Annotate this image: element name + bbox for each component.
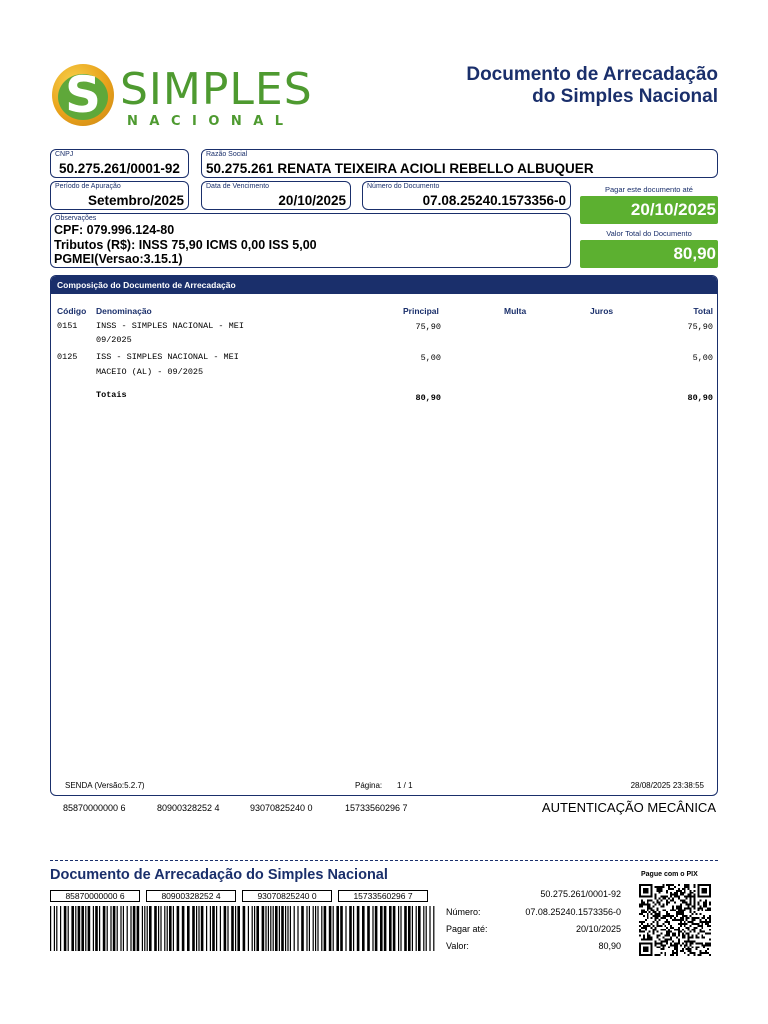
barcode-number-2: 80900328252 4 bbox=[157, 803, 220, 813]
document-title: Documento de Arrecadação do Simples Nacional bbox=[466, 64, 718, 107]
pagar-ate-value: 20/10/2025 bbox=[580, 196, 718, 224]
vencimento-value: 20/10/2025 bbox=[278, 193, 346, 208]
valor-total-value: 80,90 bbox=[580, 240, 718, 268]
simples-nacional-logo bbox=[52, 64, 313, 130]
generated-datetime: 28/08/2025 23:38:55 bbox=[630, 781, 704, 790]
logo-subtitle: NACIONAL bbox=[127, 114, 295, 129]
row-codigo: 0125 bbox=[57, 352, 78, 362]
stub-pagar-label: Pagar até: bbox=[446, 924, 488, 934]
header-total: Total bbox=[693, 306, 713, 316]
logo-emblem-icon: S bbox=[52, 64, 114, 126]
row-total: 75,90 bbox=[687, 322, 713, 332]
barcode-number-1: 85870000000 6 bbox=[63, 803, 126, 813]
page-label: Página: bbox=[355, 781, 383, 790]
header-juros: Juros bbox=[590, 306, 614, 316]
cut-line bbox=[50, 860, 718, 861]
totais-principal: 80,90 bbox=[415, 393, 441, 403]
numero-documento-box: Número do Documento 07.08.25240.1573356-0 bbox=[362, 181, 571, 210]
row-total: 5,00 bbox=[692, 353, 713, 363]
obs-pgmei: PGMEI(Versao:3.15.1) bbox=[54, 252, 183, 266]
pix-label: Pague com o PIX bbox=[641, 871, 698, 878]
periodo-value: Setembro/2025 bbox=[87, 193, 184, 208]
stub-valor-label: Valor: bbox=[446, 941, 469, 951]
pagar-label: Pagar este documento até bbox=[605, 185, 693, 194]
stub-barcode-number-4: 15733560296 7 bbox=[338, 890, 428, 902]
composicao-title: Composição do Documento de Arrecadação bbox=[51, 276, 717, 294]
stub-numero-value: 07.08.25240.1573356-0 bbox=[525, 907, 621, 917]
stub-barcode-number-2: 80900328252 4 bbox=[146, 890, 236, 902]
autenticacao-mecanica: AUTENTICAÇÃO MECÂNICA bbox=[541, 800, 716, 815]
stub-barcode-number-3: 93070825240 0 bbox=[242, 890, 332, 902]
header-multa: Multa bbox=[504, 306, 527, 316]
header-codigo: Código bbox=[57, 306, 87, 316]
observacoes-box: Observações CPF: 079.996.124-80 Tributos (R$): INSS 75,90 ICMS 0,00 ISS 5,00 PGMEI(Versao:3.15.1) bbox=[50, 213, 571, 268]
row-denominacao-line2: MACEIO (AL) - 09/2025 bbox=[96, 367, 204, 377]
stub-title: Documento de Arrecadação do Simples Nacional bbox=[50, 867, 388, 883]
obs-tributos: Tributos (R$): INSS 75,90 ICMS 0,00 ISS 5,00 bbox=[54, 238, 317, 252]
cnpj-box: CNPJ 50.275.261/0001-92 bbox=[50, 149, 189, 178]
row-denominacao-line2: 09/2025 bbox=[96, 335, 132, 345]
row-principal: 75,90 bbox=[415, 322, 441, 332]
pix-qr-code bbox=[638, 884, 712, 956]
vencimento-box: Data de Vencimento 20/10/2025 bbox=[201, 181, 351, 210]
row-denominacao: ISS - SIMPLES NACIONAL - MEI bbox=[96, 352, 239, 362]
razao-social-box: Razão Social 50.275.261 RENATA TEIXEIRA ACIOLI REBELLO ALBUQUER bbox=[201, 149, 718, 178]
row-principal: 5,00 bbox=[420, 353, 441, 363]
barcode-number-3: 93070825240 0 bbox=[250, 803, 313, 813]
totais-total: 80,90 bbox=[687, 393, 713, 403]
header-denominacao: Denominação bbox=[96, 306, 152, 316]
barcode-number-4: 15733560296 7 bbox=[345, 803, 408, 813]
senda-version: SENDA (Versão:5.2.7) bbox=[65, 781, 145, 790]
stub-barcode-number-1: 85870000000 6 bbox=[50, 890, 140, 902]
row-codigo: 0151 bbox=[57, 321, 78, 331]
stub-valor-value: 80,90 bbox=[598, 941, 621, 951]
obs-cpf: CPF: 079.996.124-80 bbox=[54, 223, 175, 237]
page-number: 1 / 1 bbox=[397, 781, 413, 790]
composicao-panel bbox=[50, 275, 718, 796]
stub-cnpj: 50.275.261/0001-92 bbox=[540, 889, 621, 899]
stub-numero-label: Número: bbox=[446, 907, 481, 917]
header-principal: Principal bbox=[403, 306, 439, 316]
cnpj-value: 50.275.261/0001-92 bbox=[59, 161, 180, 176]
valor-total-label: Valor Total do Documento bbox=[606, 229, 692, 238]
row-denominacao: INSS - SIMPLES NACIONAL - MEI bbox=[96, 321, 244, 331]
totais-label: Totais bbox=[96, 390, 127, 400]
numero-documento-value: 07.08.25240.1573356-0 bbox=[422, 193, 566, 208]
stub-pagar-value: 20/10/2025 bbox=[575, 924, 621, 934]
razao-social-value: 50.275.261 RENATA TEIXEIRA ACIOLI REBELLO ALBUQUER bbox=[206, 161, 594, 176]
barcode-image bbox=[50, 906, 436, 951]
logo-wordmark: SIMPLES bbox=[120, 64, 313, 115]
periodo-box: Período de Apuração Setembro/2025 bbox=[50, 181, 189, 210]
